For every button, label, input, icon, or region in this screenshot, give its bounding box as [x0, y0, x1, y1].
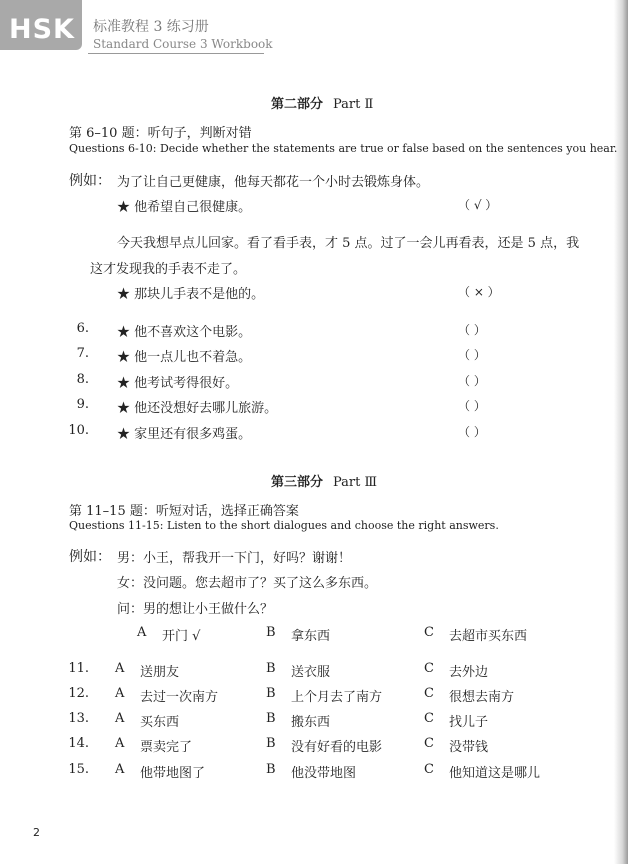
part2-item-number: 10.	[68, 423, 89, 438]
option-a: 买东西	[140, 715, 180, 730]
part2-title	[271, 93, 373, 112]
option-letter-a: A	[115, 736, 125, 751]
part2-example-label: 例如：	[69, 173, 111, 189]
part2-item-answer-blank: （ ）	[458, 425, 486, 439]
part2-item-answer-blank: （ ）	[458, 348, 486, 362]
part2-example1-sentence: 为了让自己更健康，他每天都花一个小时去锻炼身体。	[117, 175, 430, 190]
option-letter-a: A	[115, 762, 125, 777]
option-letter-c: C	[424, 736, 434, 751]
example-option-a: 开门 √	[162, 629, 201, 644]
option-c: 找儿子	[449, 715, 489, 730]
option-letter-a: A	[115, 686, 125, 701]
example-option-b: 拿东西	[291, 629, 331, 644]
part3-item-number: 14.	[68, 736, 89, 751]
option-a: 他带地图了	[140, 766, 206, 781]
part3-example-label: 例如：	[69, 549, 111, 565]
part2-example2-line1: 今天我想早点儿回家。看了看手表，才 5 点。过了一会儿再看表，还是 5 点，我	[117, 236, 580, 251]
part3-item-number: 12.	[68, 686, 89, 701]
hsk-logo	[0, 0, 82, 50]
option-c: 没带钱	[449, 740, 489, 755]
part3-instruction-cn: 第 11–15 题：听短对话，选择正确答案	[69, 504, 299, 519]
part2-title-en: Part Ⅱ	[333, 97, 374, 112]
option-letter-a: A	[115, 711, 125, 726]
part2-item-statement: ★ 他不喜欢这个电影。	[117, 325, 252, 340]
example-option-c: 去超市买东西	[449, 629, 528, 644]
option-c: 很想去南方	[449, 690, 515, 705]
part2-example1-statement: ★ 他希望自己很健康。	[117, 200, 252, 215]
option-letter-a: A	[137, 625, 147, 640]
option-c: 去外边	[449, 665, 489, 680]
option-b: 上个月去了南方	[291, 690, 383, 705]
part3-title	[271, 471, 377, 490]
header-underline	[88, 53, 264, 54]
option-letter-b: B	[266, 686, 276, 701]
part2-example2-line2: 这才发现我的手表不走了。	[90, 262, 247, 277]
option-a: 票卖完了	[140, 740, 193, 755]
option-c: 他知道这是哪儿	[449, 766, 541, 781]
option-letter-c: C	[424, 661, 434, 676]
option-letter-b: B	[266, 711, 276, 726]
option-a: 送朋友	[140, 665, 180, 680]
part3-instruction-en: Questions 11-15: Listen to the short dialogues and choose the right answers.	[69, 519, 499, 532]
option-b: 没有好看的电影	[291, 740, 383, 755]
option-b: 送衣服	[291, 665, 331, 680]
option-letter-b: B	[266, 762, 276, 777]
option-letter-c: C	[424, 625, 434, 640]
part2-instruction-cn: 第 6–10 题：听句子，判断对错	[69, 126, 252, 141]
part2-item-statement: ★ 他还没想好去哪儿旅游。	[117, 401, 278, 416]
option-b: 搬东西	[291, 715, 331, 730]
part2-title-cn: 第二部分	[271, 97, 324, 112]
part2-item-answer-blank: （ ）	[458, 399, 486, 413]
option-letter-c: C	[424, 762, 434, 777]
option-b: 他没带地图	[291, 766, 357, 781]
part2-item-number: 8.	[76, 372, 89, 387]
part2-item-statement: ★ 家里还有很多鸡蛋。	[117, 427, 252, 442]
part2-item-answer-blank: （ ）	[458, 374, 486, 388]
part2-item-statement: ★ 他考试考得很好。	[117, 376, 239, 391]
option-letter-b: B	[266, 736, 276, 751]
option-letter-b: B	[266, 661, 276, 676]
page-number: 2	[33, 826, 40, 839]
part3-item-number: 13.	[68, 711, 89, 726]
part2-item-number: 9.	[76, 397, 89, 412]
part2-instruction-en: Questions 6-10: Decide whether the statements are true or false based on the sentences you hear.	[69, 142, 618, 155]
part3-dialog-question: 问：男的想让小王做什么？	[117, 602, 274, 617]
option-letter-b: B	[266, 625, 276, 640]
header-title-en: Standard Course 3 Workbook	[93, 37, 273, 51]
option-letter-c: C	[424, 711, 434, 726]
part2-item-answer-blank: （ ）	[458, 323, 486, 337]
option-letter-a: A	[115, 661, 125, 676]
part2-item-number: 7.	[76, 346, 89, 361]
part2-example2-statement: ★ 那块儿手表不是他的。	[117, 287, 265, 302]
part3-item-number: 11.	[68, 661, 89, 676]
part2-example1-answer: （ √ ）	[458, 198, 498, 212]
part3-dialog-line: 女：没问题。您去超市了？买了这么多东西。	[117, 576, 378, 591]
part3-title-en: Part Ⅲ	[333, 475, 378, 490]
part3-item-number: 15.	[68, 762, 89, 777]
part3-dialog-line: 男：小王，帮我开一下门，好吗？谢谢！	[117, 551, 352, 566]
part2-item-statement: ★ 他一点儿也不着急。	[117, 350, 252, 365]
part2-item-number: 6.	[76, 321, 89, 336]
option-a: 去过一次南方	[140, 690, 219, 705]
part2-example2-answer: （ × ）	[458, 285, 500, 299]
header-title-cn: 标准教程 3 练习册	[93, 19, 209, 35]
hsk-logo-text: HSK	[9, 14, 75, 45]
option-letter-c: C	[424, 686, 434, 701]
part3-title-cn: 第三部分	[271, 475, 324, 490]
page-edge-shadow	[614, 0, 628, 864]
